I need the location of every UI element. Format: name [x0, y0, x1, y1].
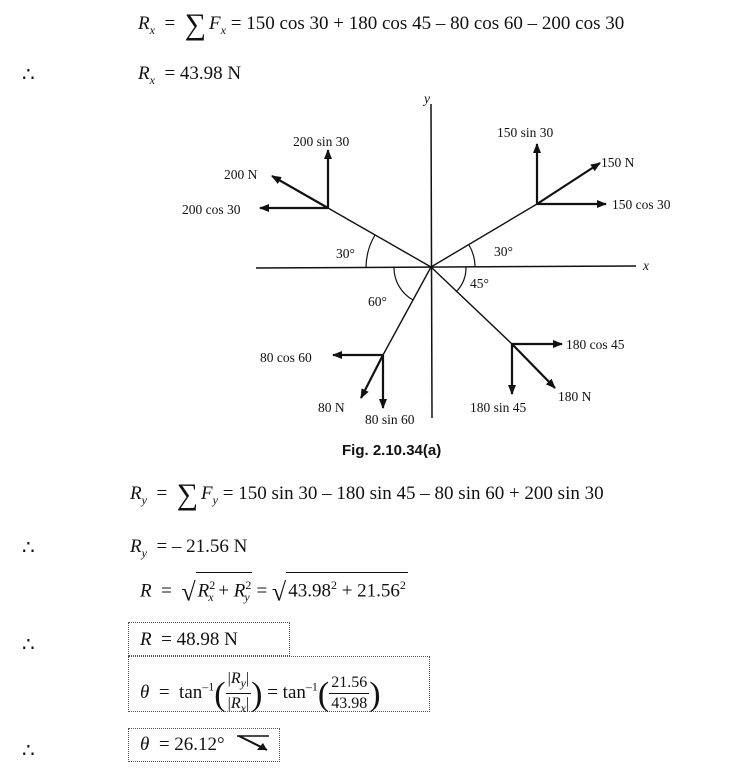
ry-result-value: = – 21.56 N: [156, 536, 248, 557]
rx-sum-terms: = 150 cos 30 + 180 cos 45 – 80 cos 60 – 200 cos 30: [230, 13, 625, 34]
label-ang-60: 60°: [368, 294, 387, 309]
therefore-symbol-2: ∴: [22, 537, 35, 559]
resultant-direction-icon: [233, 732, 273, 756]
rx-equation: $R_x$ = ∑ $F_x = 150$ cos 30 + 180 cos 45 – 80 cos 60 – 200 cos 30: [138, 8, 625, 41]
label-200-sin30: 200 sin 30: [293, 134, 350, 149]
ry-sum-terms: = 150 sin 30 – 180 sin 45 – 80 sin 60 + 200 sin 30: [222, 483, 604, 504]
label-150-sin30: 150 sin 30: [497, 125, 554, 140]
y-axis-line: [431, 104, 432, 418]
label-ang-45: 45°: [470, 276, 489, 291]
label-180-cos45: 180 cos 45: [566, 337, 625, 352]
ry-equation: $R_y$ = ∑ $F_y = 150$ sin 30 – 180 sin 45 – 80 sin 60 + 200 sin 30: [130, 478, 604, 511]
theta-formula: $\theta = \tan^{-1}$( $\frac{|R_y|}{|R_x|}$ ) = $\tan^{-1}$( $\frac{21.56}{43.98}$ ): [140, 670, 381, 716]
r-result-value: = 48.98 N: [161, 629, 238, 650]
theta-result: θ = 26.12°: [140, 734, 225, 755]
y-axis-label: y: [424, 91, 430, 106]
label-ang-30-right: 30°: [494, 244, 513, 259]
arc-30-right: [469, 245, 475, 267]
label-180n: 180 N: [558, 389, 592, 404]
label-200n: 200 N: [224, 167, 258, 182]
therefore-symbol: ∴: [22, 64, 35, 86]
arc-30-left: [366, 235, 375, 268]
arc-45: [456, 267, 466, 292]
x-axis-label: x: [643, 258, 649, 273]
rx-result: $R_x = 43.98$ N: [138, 63, 242, 87]
label-80-cos60: 80 cos 60: [260, 350, 312, 365]
arc-60: [394, 268, 413, 300]
arrow-200n: [272, 176, 328, 208]
line-150n: [431, 204, 537, 267]
label-80n: 80 N: [318, 400, 345, 415]
figure-caption: Fig. 2.10.34(a): [342, 442, 442, 459]
label-150-cos30: 150 cos 30: [612, 197, 671, 212]
r-magnitude-formula: R = √ $R^2_x + R^2_y$ = √ $43.98^2 + 21.56^2$: [140, 572, 408, 609]
rx-result-value: = 43.98 N: [164, 63, 242, 84]
label-180-sin45: 180 sin 45: [470, 400, 527, 415]
label-150n: 150 N: [601, 155, 635, 170]
label-ang-30-left: 30°: [336, 246, 355, 261]
line-80n: [383, 267, 431, 355]
r-result: R = 48.98 N: [140, 629, 238, 650]
therefore-symbol-4: ∴: [22, 740, 35, 762]
label-80-sin60: 80 sin 60: [365, 412, 415, 427]
x-axis-line: [256, 266, 636, 268]
theta-result-value: = 26.12°: [158, 734, 225, 755]
label-200-cos30: 200 cos 30: [182, 202, 241, 217]
arrow-80n: [361, 355, 383, 398]
ry-result: $R_y$ = – 21.56 N: [130, 536, 248, 560]
therefore-symbol-3: ∴: [22, 634, 35, 656]
arrow-150n: [537, 163, 600, 204]
arrow-180n: [512, 344, 555, 388]
